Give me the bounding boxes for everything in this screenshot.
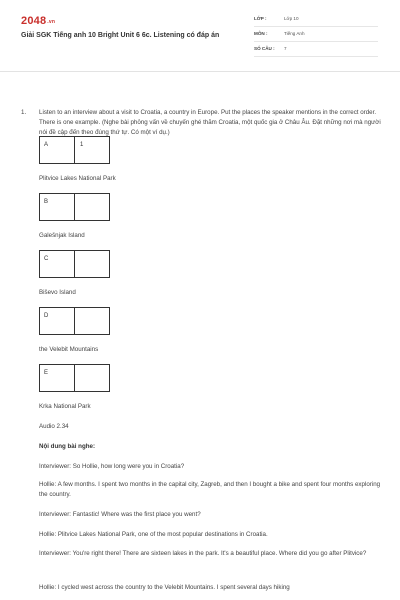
answer-box-b: [39, 193, 110, 221]
answer-box-c: [39, 250, 110, 278]
transcript-heading: Nội dung bài nghe:: [39, 443, 96, 450]
place-label: Plitvice Lakes National Park: [39, 175, 116, 182]
meta-row-question-count: [254, 43, 378, 57]
meta-row-grade: [254, 13, 378, 27]
site-logo[interactable]: [21, 15, 55, 27]
transcript-line: Interviewer: So Hollie, how long were you in Croatia?: [39, 463, 185, 470]
question-number: 1.: [21, 109, 27, 116]
answer-letter: E: [44, 370, 49, 376]
answer-box-a: [39, 136, 110, 164]
place-label: Galešnjak Island: [39, 232, 85, 239]
answer-value[interactable]: 1: [80, 142, 84, 148]
place-label: Biševo Island: [39, 289, 76, 296]
meta-row-subject: [254, 28, 378, 42]
question-content: [0, 72, 400, 600]
answer-letter: C: [44, 256, 49, 262]
meta-label: SỐ CÂU :: [254, 46, 275, 51]
meta-label: LỚP :: [254, 16, 267, 21]
page-header: [0, 0, 400, 72]
answer-box-d: [39, 307, 110, 335]
audio-label: Audio 2.34: [39, 423, 69, 430]
meta-value: Lớp 10: [284, 16, 299, 21]
place-label: Krka National Park: [39, 403, 91, 410]
logo-suffix: .vn: [47, 19, 56, 25]
question-text: Listen to an interview about a visit to Croatia, a country in Europe. Put the places the speaker mentions in the correct order. There is one example. (Nghe bài phỏng vấn về chuyến ghé thăm Croatia, một quốc gia ở Châu Âu. Đặt những nơi mà người nói đề cập đến theo đúng thứ tự. Có một ví dụ.): [39, 109, 381, 136]
logo-text: 2048: [21, 15, 47, 27]
transcript-line: Interviewer: You're right there! There are sixteen lakes in the park. It's a beautiful place. Where did you go after Plitvice?: [39, 550, 367, 557]
answer-letter: A: [44, 142, 49, 148]
meta-value: Tiếng Anh: [284, 31, 305, 36]
transcript-line: Interviewer: Fantastic! Where was the first place you went?: [39, 511, 201, 518]
answer-letter: B: [44, 199, 49, 205]
transcript-line: Hollie: A few months. I spent two months in the capital city, Zagreb, and then I bought a bike and spent four months exploring the country.: [39, 481, 381, 498]
answer-box-e: [39, 364, 110, 392]
meta-label: MÔN :: [254, 31, 268, 36]
transcript-line: Hollie: I cycled west across the country to the Velebit Mountains. I spent several days hiking: [39, 584, 290, 591]
place-label: the Velebit Mountains: [39, 346, 99, 353]
answer-letter: D: [44, 313, 49, 319]
page-title: Giải SGK Tiếng anh 10 Bright Unit 6 6c. Listening có đáp án: [21, 32, 220, 39]
meta-value: 7: [284, 46, 287, 51]
transcript-line: Hollie: Plitvice Lakes National Park, one of the most popular destinations in Croatia.: [39, 531, 268, 538]
